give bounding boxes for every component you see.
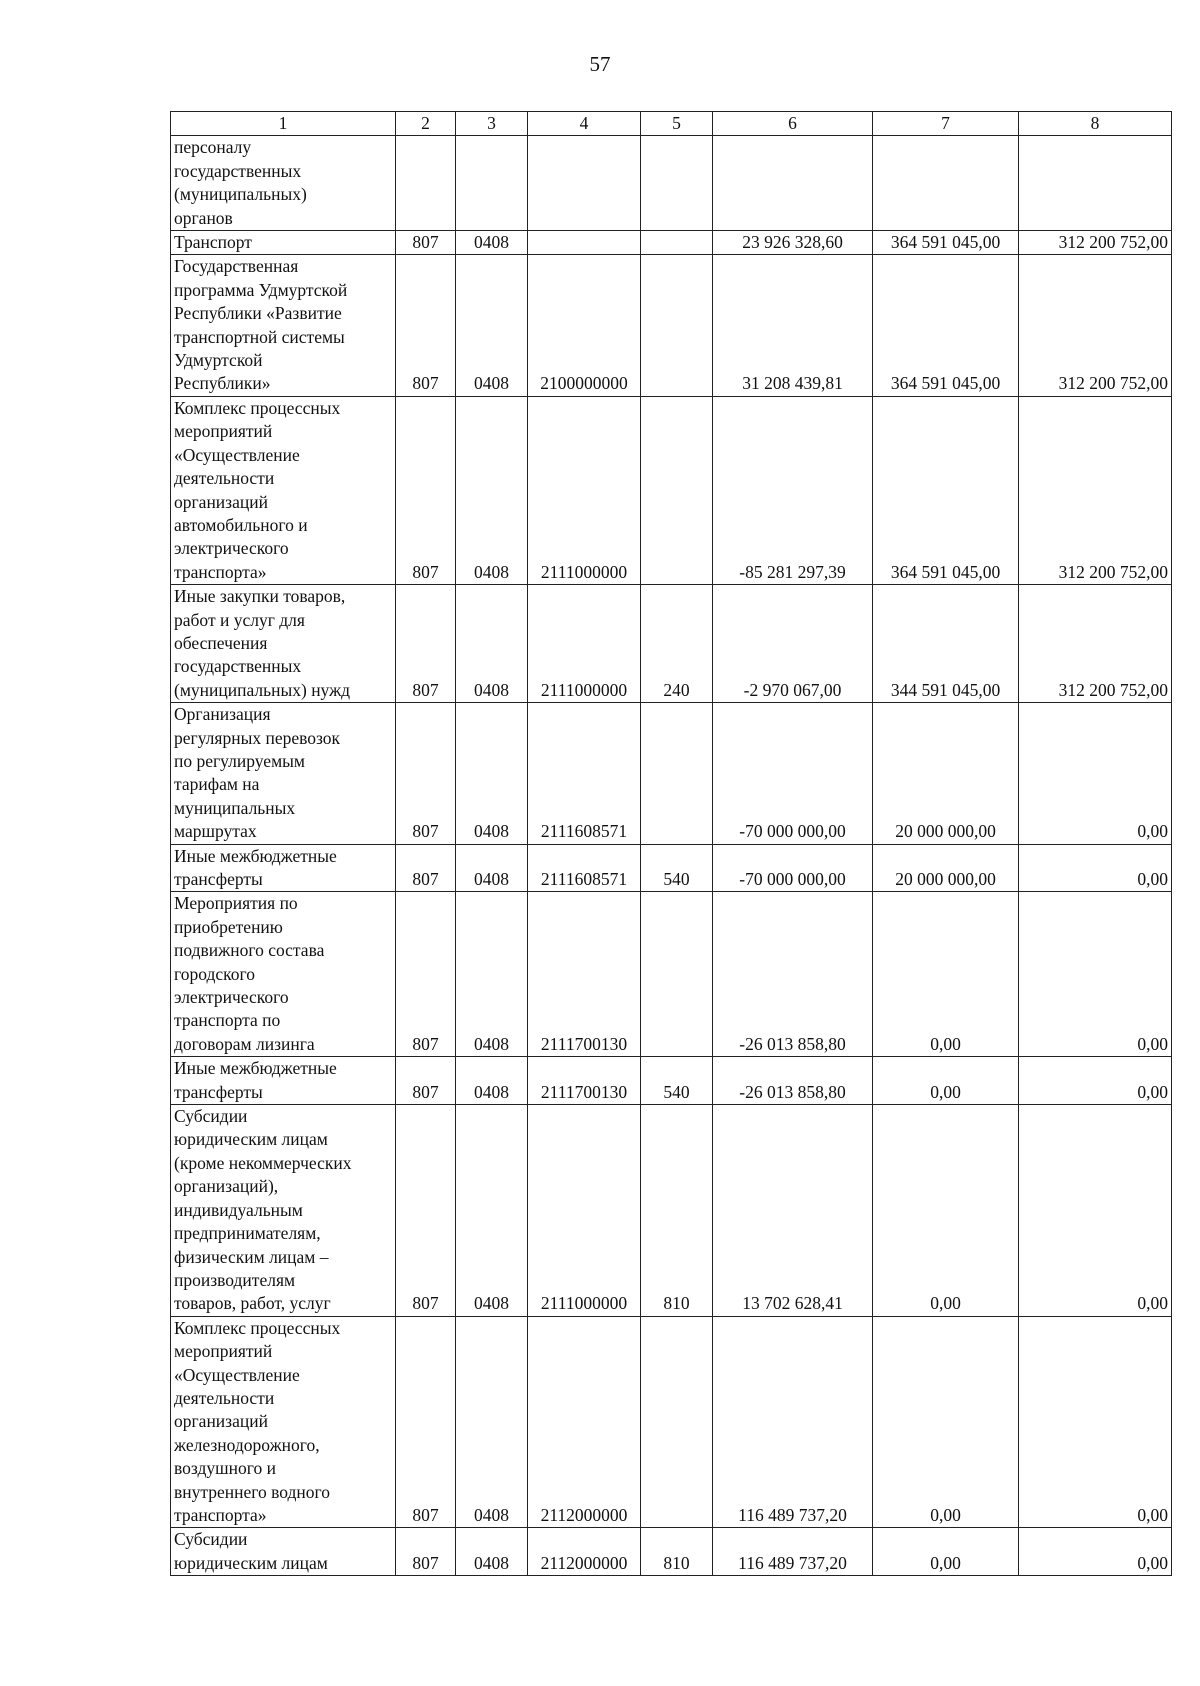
header-cell: 1 [171,112,396,136]
target-article-cell: 2111000000 [528,396,641,584]
amount-col7-cell: 0,00 [873,1528,1019,1576]
target-article-cell: 2111700130 [528,892,641,1057]
amount-col7-cell: 344 591 045,00 [873,585,1019,703]
target-article-cell: 2111000000 [528,585,641,703]
table-row [171,1316,1172,1528]
target-article-cell: 2111608571 [528,703,641,844]
row-name-cell: Транспорт [171,231,396,255]
expense-type-cell: 540 [641,1057,713,1105]
amount-col8-cell: 0,00 [1019,1105,1172,1317]
section-cell: 807 [396,1316,456,1528]
amount-col7-cell: 0,00 [873,892,1019,1057]
amount-col7-cell: 364 591 045,00 [873,396,1019,584]
amount-col8-cell: 0,00 [1019,1316,1172,1528]
subsection-cell [456,136,528,231]
amount-col6-cell: 116 489 737,20 [713,1316,873,1528]
row-name-cell: Иные межбюджетные трансферты [171,844,396,892]
subsection-cell: 0408 [456,892,528,1057]
expense-type-cell: 540 [641,844,713,892]
table-row [171,136,1172,231]
row-name-cell: Субсидии юридическим лицам [171,1528,396,1576]
target-article-cell: 2112000000 [528,1316,641,1528]
expense-type-cell [641,136,713,231]
amount-col7-cell [873,136,1019,231]
target-article-cell: 2111000000 [528,1105,641,1317]
row-name-cell: Комплекс процессных мероприятий «Осуществление деятельности организаций автомобильного и электрического транспорта» [171,396,396,584]
table-row [171,703,1172,844]
table-row [171,396,1172,584]
expense-type-cell [641,703,713,844]
section-cell: 807 [396,1105,456,1317]
expense-type-cell: 240 [641,585,713,703]
expense-type-cell: 810 [641,1528,713,1576]
subsection-cell: 0408 [456,585,528,703]
table-row [171,844,1172,892]
amount-col8-cell: 312 200 752,00 [1019,585,1172,703]
header-cell: 3 [456,112,528,136]
amount-col6-cell: 13 702 628,41 [713,1105,873,1317]
amount-col8-cell: 0,00 [1019,892,1172,1057]
amount-col7-cell: 0,00 [873,1105,1019,1317]
table-row [171,255,1172,396]
amount-col6-cell: 31 208 439,81 [713,255,873,396]
amount-col6-cell: 116 489 737,20 [713,1528,873,1576]
row-name-cell: Государственная программа Удмуртской Республики «Развитие транспортной системы Удмуртской Республики» [171,255,396,396]
expense-type-cell [641,231,713,255]
amount-col8-cell: 0,00 [1019,703,1172,844]
amount-col6-cell: -26 013 858,80 [713,1057,873,1105]
subsection-cell: 0408 [456,231,528,255]
section-cell: 807 [396,703,456,844]
subsection-cell: 0408 [456,1105,528,1317]
row-name-cell: Организация регулярных перевозок по регулируемым тарифам на муниципальных маршрутах [171,703,396,844]
amount-col7-cell: 20 000 000,00 [873,844,1019,892]
expense-type-cell [641,1316,713,1528]
subsection-cell: 0408 [456,255,528,396]
target-article-cell: 2112000000 [528,1528,641,1576]
amount-col6-cell: -2 970 067,00 [713,585,873,703]
amount-col7-cell: 0,00 [873,1057,1019,1105]
header-cell: 2 [396,112,456,136]
amount-col8-cell: 0,00 [1019,844,1172,892]
table-row [171,1105,1172,1317]
table-row [171,231,1172,255]
target-article-cell [528,136,641,231]
row-name-cell: Комплекс процессных мероприятий «Осуществление деятельности организаций железнодорожного, воздушного и внутреннего водного транспорта» [171,1316,396,1528]
amount-col6-cell: -70 000 000,00 [713,703,873,844]
table-body [171,136,1172,1576]
amount-col6-cell: -26 013 858,80 [713,892,873,1057]
row-name-cell: Иные межбюджетные трансферты [171,1057,396,1105]
amount-col6-cell: -85 281 297,39 [713,396,873,584]
amount-col7-cell: 20 000 000,00 [873,703,1019,844]
amount-col8-cell [1019,136,1172,231]
expense-type-cell: 810 [641,1105,713,1317]
table-row [171,892,1172,1057]
amount-col8-cell: 312 200 752,00 [1019,255,1172,396]
budget-table [170,111,1172,1576]
expense-type-cell [641,396,713,584]
amount-col7-cell: 364 591 045,00 [873,255,1019,396]
amount-col8-cell: 0,00 [1019,1528,1172,1576]
header-cell: 7 [873,112,1019,136]
section-cell: 807 [396,1528,456,1576]
amount-col7-cell: 364 591 045,00 [873,231,1019,255]
amount-col6-cell [713,136,873,231]
row-name-cell: Мероприятия по приобретению подвижного состава городского электрического транспорта по договорам лизинга [171,892,396,1057]
row-name-cell: Иные закупки товаров, работ и услуг для обеспечения государственных (муниципальных) нужд [171,585,396,703]
header-cell: 6 [713,112,873,136]
subsection-cell: 0408 [456,396,528,584]
amount-col7-cell: 0,00 [873,1316,1019,1528]
row-name-cell: персоналу государственных (муниципальных) органов [171,136,396,231]
section-cell: 807 [396,255,456,396]
amount-col6-cell: 23 926 328,60 [713,231,873,255]
page-number: 57 [589,52,611,76]
subsection-cell: 0408 [456,1057,528,1105]
section-cell: 807 [396,585,456,703]
header-cell: 4 [528,112,641,136]
section-cell: 807 [396,844,456,892]
target-article-cell: 2100000000 [528,255,641,396]
target-article-cell: 2111700130 [528,1057,641,1105]
amount-col8-cell: 312 200 752,00 [1019,231,1172,255]
header-row [171,112,1172,136]
table-row [171,1528,1172,1576]
target-article-cell [528,231,641,255]
header-cell: 5 [641,112,713,136]
target-article-cell: 2111608571 [528,844,641,892]
amount-col6-cell: -70 000 000,00 [713,844,873,892]
subsection-cell: 0408 [456,1528,528,1576]
subsection-cell: 0408 [456,844,528,892]
subsection-cell: 0408 [456,1316,528,1528]
amount-col8-cell: 312 200 752,00 [1019,396,1172,584]
subsection-cell: 0408 [456,703,528,844]
amount-col8-cell: 0,00 [1019,1057,1172,1105]
section-cell: 807 [396,396,456,584]
section-cell [396,136,456,231]
table-row [171,585,1172,703]
expense-type-cell [641,255,713,396]
expense-type-cell [641,892,713,1057]
table-row [171,1057,1172,1105]
section-cell: 807 [396,1057,456,1105]
section-cell: 807 [396,892,456,1057]
row-name-cell: Субсидии юридическим лицам (кроме некоммерческих организаций), индивидуальным предпринимателям, физическим лицам – производителям товаров, работ, услуг [171,1105,396,1317]
section-cell: 807 [396,231,456,255]
header-cell: 8 [1019,112,1172,136]
